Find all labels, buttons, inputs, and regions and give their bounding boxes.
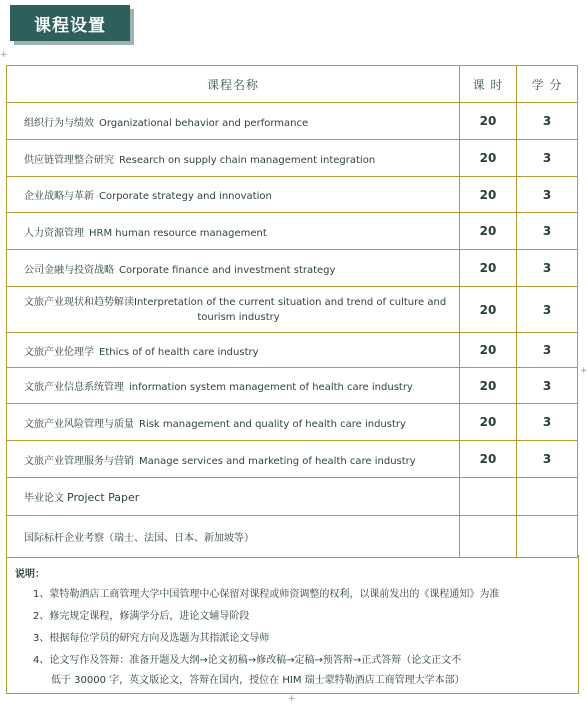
course-hours: 20	[460, 213, 517, 250]
note-item: 3、根据每位学员的研究方向及选题为其指派论文导师	[33, 633, 270, 644]
course-name-en: Interpretation of the current situation and trend of culture and	[134, 296, 447, 308]
header-course-name: 课程名称	[7, 66, 460, 103]
bottom-margin-mark: +	[288, 694, 296, 704]
course-name-cell	[7, 333, 460, 368]
course-name-en: Organizational behavior and performance	[99, 117, 309, 129]
course-name-en: Research on supply chain management integration	[119, 154, 376, 166]
course-name-cell	[7, 177, 460, 213]
table-row	[7, 177, 578, 213]
course-name-cell	[7, 140, 460, 177]
table-row	[7, 103, 578, 140]
course-credits: 3	[517, 333, 578, 368]
course-name-zh: 公司金融与投资战略	[24, 264, 114, 276]
table-row	[7, 333, 578, 368]
table-row	[7, 404, 578, 441]
course-name-en: Project Paper	[67, 491, 140, 504]
course-name-zh: 人力资源管理	[24, 227, 84, 239]
course-credits: 3	[517, 103, 578, 140]
table-row	[7, 478, 578, 516]
header-credits: 学 分	[517, 66, 578, 103]
course-name-cell	[7, 404, 460, 441]
course-hours: 20	[460, 441, 517, 478]
course-credits: 3	[517, 213, 578, 250]
left-margin-mark: +	[0, 50, 8, 60]
note-item: 2、修完规定课程，修满学分后，进论文辅导阶段	[33, 611, 250, 622]
course-credits: 3	[517, 441, 578, 478]
course-name-en: Manage services and marketing of health care industry	[139, 455, 416, 467]
course-name-en: Ethics of of health care industry	[99, 346, 259, 358]
table-row	[7, 368, 578, 404]
course-name-cell	[7, 441, 460, 478]
course-credits	[517, 516, 578, 558]
notes-heading: 说明：	[15, 569, 45, 580]
table-row	[7, 287, 578, 333]
course-name-en-continued: tourism industry	[197, 311, 280, 323]
table-row	[7, 140, 578, 177]
course-hours: 20	[460, 404, 517, 441]
course-credits	[517, 478, 578, 516]
course-credits: 3	[517, 404, 578, 441]
course-hours: 20	[460, 368, 517, 404]
course-hours	[460, 516, 517, 558]
course-credits: 3	[517, 250, 578, 287]
table-row	[7, 441, 578, 478]
course-table-container	[6, 65, 577, 558]
course-name-zh: 文旅产业伦理学	[24, 346, 94, 358]
course-name-en: Risk management and quality of health care industry	[139, 418, 406, 430]
course-name-zh: 国际标杆企业考察（瑞士、法国、日本、新加坡等）	[24, 533, 254, 544]
course-name-en: HRM human resource management	[89, 227, 267, 239]
table-row	[7, 516, 578, 558]
course-name-zh: 文旅产业现状和趋势解读	[24, 296, 134, 308]
table-row	[7, 250, 578, 287]
course-name-cell	[7, 516, 460, 558]
course-name-zh: 企业战略与革新	[24, 191, 94, 202]
course-credits: 3	[517, 368, 578, 404]
notes-section	[6, 555, 579, 694]
right-margin-mark: +	[580, 366, 588, 376]
course-table	[6, 65, 578, 558]
course-name-line1	[24, 295, 453, 310]
course-name-zh: 组织行为与绩效	[24, 117, 94, 129]
course-credits: 3	[517, 140, 578, 177]
note-item: 1、蒙特勒酒店工商管理大学中国管理中心保留对课程或师资调整的权利，以课前发出的《课程通知》为准	[33, 589, 500, 600]
course-name-zh: 毕业论文	[24, 493, 64, 504]
course-hours: 20	[460, 287, 517, 333]
page-title: 课程设置	[10, 5, 130, 41]
course-hours: 20	[460, 250, 517, 287]
note-item-continuation: 低于 30000 字，英文版论文，答辩在国内，授位在 HIM 瑞士蒙特勒酒店工商管理大学本部）	[51, 675, 465, 686]
header-hours: 课 时	[460, 66, 517, 103]
course-credits: 3	[517, 287, 578, 333]
course-name-en: information system management of health care industry	[129, 382, 413, 393]
course-name-zh: 文旅产业管理服务与营销	[24, 455, 134, 467]
table-header-row	[7, 66, 578, 103]
table-row	[7, 213, 578, 250]
course-name-cell	[7, 368, 460, 404]
course-name-zh: 文旅产业风险管理与质量	[24, 418, 134, 430]
course-hours: 20	[460, 103, 517, 140]
note-item: 4、论文写作及答辩：准备开题及大纲→论文初稿→修改稿→定稿→预答辩→正式答辩（论文正文不	[33, 655, 462, 666]
course-name-cell	[7, 478, 460, 516]
course-hours: 20	[460, 177, 517, 213]
course-name-cell	[7, 103, 460, 140]
course-name-cell	[7, 213, 460, 250]
course-name-zh: 文旅产业信息系统管理	[24, 382, 124, 393]
course-name-en: Corporate finance and investment strategy	[119, 264, 336, 276]
course-name-zh: 供应链管理整合研究	[24, 154, 114, 166]
course-hours: 20	[460, 140, 517, 177]
course-name-cell	[7, 287, 460, 333]
course-name-cell	[7, 250, 460, 287]
course-hours	[460, 478, 517, 516]
course-name-en: Corporate strategy and innovation	[99, 191, 272, 202]
course-credits: 3	[517, 177, 578, 213]
course-hours: 20	[460, 333, 517, 368]
